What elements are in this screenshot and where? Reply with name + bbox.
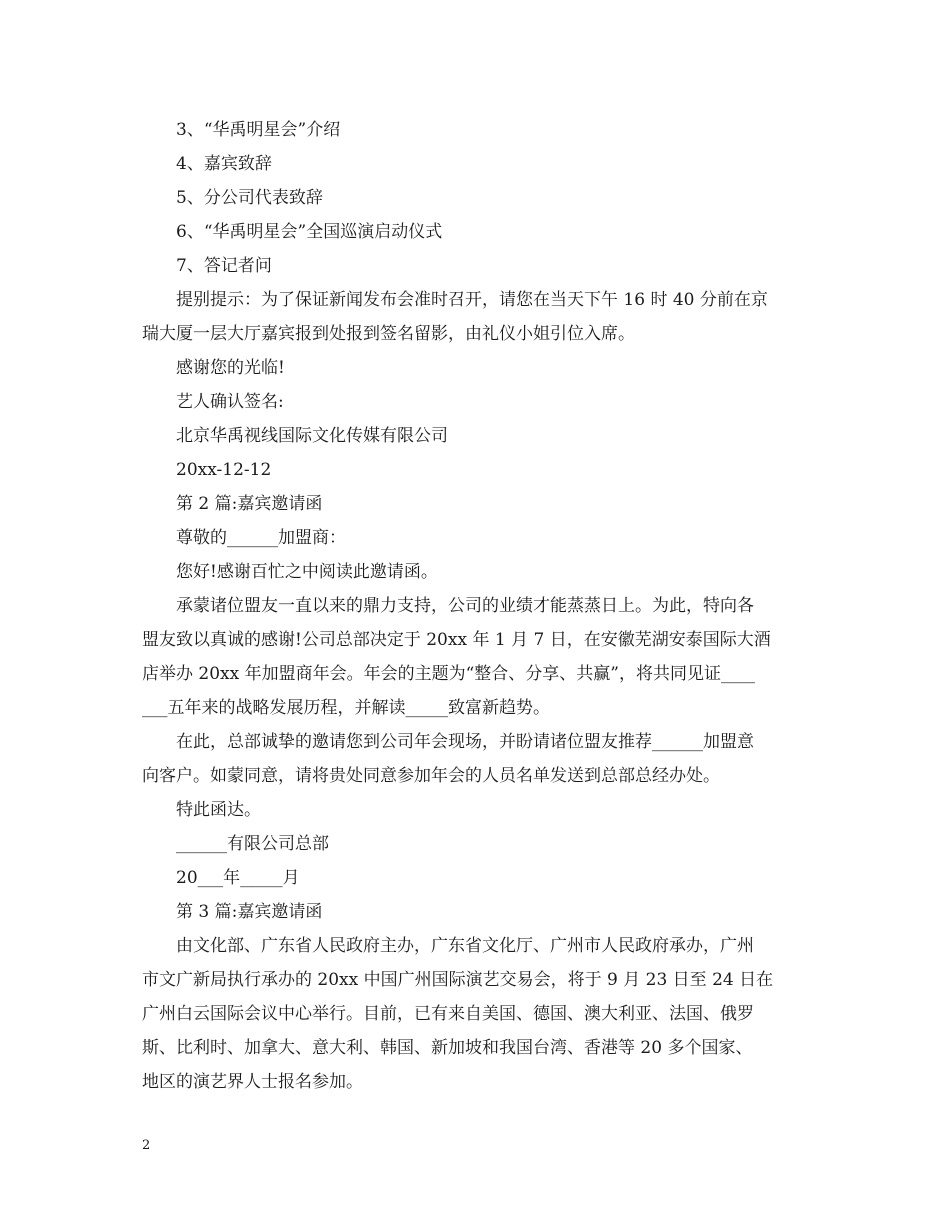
expo-para-line-3: 广州白云国际会议中心举行。目前，已有来自美国、德国、澳大利亚、法国、俄罗 (142, 1004, 754, 1024)
section-heading-3: 第 3 篇:嘉宾邀请函 (176, 902, 323, 922)
expo-para-line-5: 地区的演艺界人士报名参加。 (142, 1072, 363, 1092)
page-number: 2 (142, 1138, 151, 1153)
agenda-item-4: 4、嘉宾致辞 (176, 154, 272, 174)
reminder-line-1: 提别提示：为了保证新闻发布会准时召开，请您在当天下午 16 时 40 分前在京 (176, 290, 768, 310)
section-heading-2: 第 2 篇:嘉宾邀请函 (176, 494, 323, 514)
expo-para-line-4: 斯、比利时、加拿大、意大利、韩国、新加坡和我国台湾、香港等 20 多个国家、 (142, 1038, 753, 1058)
reminder-line-2: 瑞大厦一层大厅嘉宾报到处报到签名留影，由礼仪小姐引位入席。 (142, 324, 635, 344)
salutation: 尊敬的______加盟商： (176, 528, 346, 548)
thanks-para-line-3: 店举办 20xx 年加盟商年会。年会的主题为“整合、分享、共赢”，将共同见证____ (142, 664, 755, 684)
expo-para-line-1: 由文化部、广东省人民政府主办，广东省文化厅、广州市人民政府承办，广州 (176, 936, 754, 956)
thanks-line: 感谢您的光临! (176, 358, 285, 378)
company-name: 北京华禹视线国际文化传媒有限公司 (176, 426, 448, 446)
document-body (142, 113, 810, 1099)
invite-para-line-1: 在此，总部诚挚的邀请您到公司年会现场，并盼请诸位盟友推荐______加盟意 (176, 732, 754, 752)
agenda-item-3: 3、“华禹明星会”介绍 (176, 120, 341, 140)
document-date: 20xx-12-12 (176, 460, 272, 480)
agenda-item-7: 7、答记者问 (176, 256, 272, 276)
artist-signature-label: 艺人确认签名: (176, 392, 284, 412)
expo-para-line-2: 市文广新局执行承办的 20xx 中国广州国际演艺交易会，将于 9 月 23 日至 24 日在 (142, 970, 774, 990)
closing-line: 特此函达。 (176, 800, 261, 820)
thanks-para-line-1: 承蒙诸位盟友一直以来的鼎力支持，公司的业绩才能蒸蒸日上。为此，特向各 (176, 596, 754, 616)
signature-date: 20___年_____月 (176, 868, 300, 888)
greeting: 您好!感谢百忙之中阅读此邀请函。 (176, 562, 438, 582)
invite-para-line-2: 向客户。如蒙同意，请将贵处同意参加年会的人员名单发送到总部总经办处。 (142, 766, 720, 786)
thanks-para-line-2: 盟友致以真诚的感谢!公司总部决定于 20xx 年 1 月 7 日，在安徽芜湖安泰国际大酒 (142, 630, 771, 650)
signature-company: ______有限公司总部 (176, 834, 329, 854)
thanks-para-line-4: ___五年来的战略发展历程，并解读_____致富新趋势。 (142, 698, 550, 718)
agenda-item-6: 6、“华禹明星会”全国巡演启动仪式 (176, 222, 443, 242)
agenda-item-5: 5、分公司代表致辞 (176, 188, 323, 208)
